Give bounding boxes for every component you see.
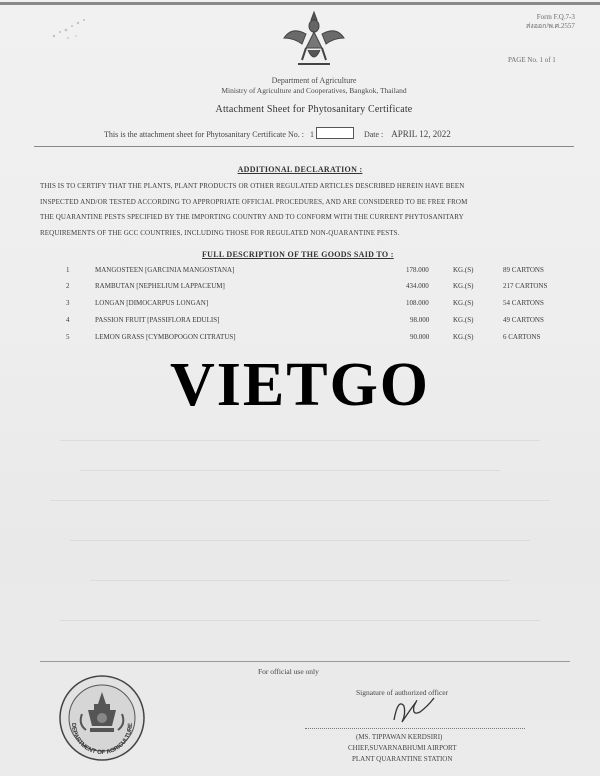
goods-row	[0, 266, 600, 280]
item-packing: 217 CARTONS	[503, 282, 548, 290]
scan-artifact-line	[50, 500, 550, 501]
item-number: 3	[66, 299, 70, 307]
item-name: RAMBUTAN [NEPHELIUM LAPPACEUM]	[95, 282, 225, 290]
official-use-label: For official use only	[258, 667, 319, 676]
date-value: APRIL 12, 2022	[391, 129, 451, 139]
seal-text-path: DEPARTMENT OF AGRICULTURE	[69, 722, 135, 757]
item-number: 2	[66, 282, 70, 290]
declaration-line: INSPECTED AND/OR TESTED ACCORDING TO APPROPRIATE OFFICIAL PROCEDURES, AND ARE CONSIDERED TO BE FREE FROM	[40, 197, 468, 206]
item-packing: 54 CARTONS	[503, 299, 544, 307]
signature-line	[305, 728, 525, 729]
declaration-line: THIS IS TO CERTIFY THAT THE PLANTS, PLANT PRODUCTS OR OTHER REGULATED ARTICLES DESCRIBED HEREIN HAVE BEEN	[40, 182, 465, 190]
scan-top-border	[0, 2, 600, 5]
item-packing: 89 CARTONS	[503, 266, 544, 274]
goods-row	[0, 299, 600, 313]
additional-declaration-heading: ADDITIONAL DECLARATION :	[237, 165, 363, 174]
item-name: MANGOSTEEN [GARCINIA MANGOSTANA]	[95, 266, 235, 274]
signature-label: Signature of authorized officer	[356, 688, 449, 697]
date-label: Date :	[363, 130, 384, 139]
officer-name: (MS. TIPPAWAN KERDSIRI)	[356, 733, 443, 741]
scan-smudge-mark	[48, 14, 96, 48]
page-indicator: PAGE No. 1 of 1	[508, 56, 556, 64]
item-packing: 49 CARTONS	[503, 316, 544, 324]
department-seal-icon	[58, 674, 146, 762]
item-number: 5	[66, 333, 70, 341]
officer-title-line1: CHIEF,SUVARNABHUMI AIRPORT	[348, 744, 457, 752]
goods-heading: FULL DESCRIPTION OF THE GOODS SAID TO :	[202, 250, 394, 259]
scan-artifact-line	[60, 620, 540, 621]
officer-title-line2: PLANT QUARANTINE STATION	[352, 755, 453, 763]
form-ref-line1: Form F.Q.7-3	[536, 13, 575, 21]
item-quantity: 178.000	[406, 266, 429, 274]
item-quantity: 98.000	[410, 316, 430, 324]
scan-artifact-line	[60, 440, 540, 441]
item-number: 4	[66, 316, 70, 324]
certificate-number: 1	[309, 130, 314, 139]
goods-row	[0, 282, 600, 296]
item-unit: KG.(S)	[453, 299, 474, 307]
officer-signature-icon	[388, 692, 438, 726]
item-unit: KG.(S)	[453, 282, 474, 290]
ministry-name: Ministry of Agriculture and Cooperatives, Bangkok, Thailand	[221, 86, 407, 95]
item-unit: KG.(S)	[453, 333, 474, 341]
declaration-paragraph	[40, 179, 580, 241]
garuda-emblem-icon	[280, 8, 348, 72]
item-name: PASSION FRUIT [PASSIFLORA EDULIS]	[95, 316, 220, 324]
item-quantity: 108.000	[406, 299, 429, 307]
form-reference	[526, 13, 575, 32]
vietgo-watermark: VIETGO	[169, 351, 431, 419]
item-number: 1	[66, 266, 70, 274]
footer-divider	[40, 661, 570, 662]
form-ref-line2: ส่งออก/พ.ศ.2557	[526, 22, 575, 30]
department-name: Department of Agriculture	[271, 76, 357, 85]
document-title: Attachment Sheet for Phytosanitary Certificate	[215, 104, 413, 115]
goods-row	[0, 316, 600, 330]
scan-artifact-line	[90, 580, 510, 581]
item-unit: KG.(S)	[453, 316, 474, 324]
certificate-prefix: This is the attachment sheet for Phytosanitary Certificate No. :	[104, 130, 304, 139]
item-name: LONGAN [DIMOCARPUS LONGAN]	[95, 299, 209, 307]
item-name: LEMON GRASS [CYMBOPOGON CITRATUS]	[95, 333, 236, 341]
declaration-line: REQUIREMENTS OF THE GCC COUNTRIES, INCLUDING THOSE FOR REGULATED NON-QUARANTINE PESTS.	[40, 228, 400, 237]
item-quantity: 434.000	[406, 282, 429, 290]
scan-artifact-line	[80, 470, 500, 471]
item-packing: 6 CARTONS	[503, 333, 541, 341]
item-quantity: 90.000	[410, 333, 430, 341]
item-unit: KG.(S)	[453, 266, 474, 274]
redacted-box	[316, 127, 354, 139]
certificate-reference-line	[104, 127, 451, 139]
declaration-line: THE QUARANTINE PESTS SPECIFIED BY THE IMPORTING COUNTRY AND TO CONFORM WITH THE CURRENT PHYTOSANITARY	[40, 213, 464, 221]
header-divider	[34, 146, 574, 147]
scan-artifact-line	[70, 540, 530, 541]
goods-row	[0, 333, 600, 347]
